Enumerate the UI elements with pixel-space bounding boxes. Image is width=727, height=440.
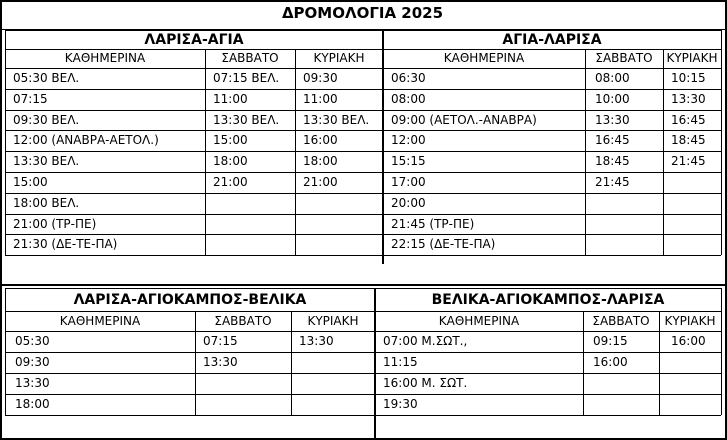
agia-larisa-cell: 20:00 (391, 195, 426, 210)
agia-larisa-cell: 06:30 (391, 71, 426, 85)
larisa-agia-col-header-1: ΣΑΒΒΑΤΟ (221, 51, 279, 65)
velika-agiokampos-larisa-cell: 11:15 (383, 355, 418, 369)
center-divider-upper (382, 30, 384, 264)
larisa-agia-cell: 21:00 (213, 175, 248, 189)
agia-larisa-cell: 08:00 (391, 91, 426, 106)
page-title: ΔΡΟΜΟΛΟΓΙΑ 2025 (281, 4, 444, 22)
velika-agiokampos-larisa-cell: 09:15 (593, 334, 628, 348)
larisa-agia-cell: 21:30 (ΔΕ-ΤΕ-ΠΑ) (13, 237, 118, 252)
velika-agiokampos-larisa-cell: 16:00 (671, 334, 706, 348)
larisa-agiokampos-velika-row-sep (5, 352, 375, 353)
velika-agiokampos-larisa-row-sep (375, 394, 721, 395)
larisa-agiokampos-velika-cell: 05:30 (15, 334, 50, 348)
larisa-agia-cell: 05:30 ΒΕΛ. (13, 71, 80, 85)
agia-larisa-cell: 21:45 (595, 175, 630, 189)
agia-larisa-cell: 21:45 (671, 154, 706, 169)
agia-larisa-cell: 16:45 (671, 112, 706, 127)
agia-larisa-cell: 18:45 (595, 154, 630, 169)
velika-agiokampos-larisa-col-header-2: ΚΥΡΙΑΚΗ (664, 314, 716, 328)
agia-larisa-cell: 12:00 (391, 133, 426, 148)
velika-agiokampos-larisa-cell: 16:00 (593, 355, 628, 369)
larisa-agiokampos-velika-cell: 07:15 (203, 334, 238, 348)
agia-larisa-cell: 18:45 (671, 133, 706, 148)
agia-larisa-col-header-0: ΚΑΘΗΜΕΡΙΝΑ (443, 51, 525, 65)
larisa-agia-bottom-border (5, 255, 383, 256)
agia-larisa-cell: 13:30 (595, 112, 630, 127)
larisa-agia-cell: 11:00 (213, 91, 248, 106)
agia-larisa-col-header-2: ΚΥΡΙΑΚΗ (666, 51, 718, 65)
larisa-agia-col-header-2: ΚΥΡΙΑΚΗ (313, 51, 365, 65)
velika-agiokampos-larisa-top-border (375, 288, 721, 289)
agia-larisa-row-sep (383, 172, 721, 173)
larisa-agia-section-title: ΛΑΡΙΣΑ-ΑΓΙΑ (144, 32, 244, 48)
larisa-agia-cell: 11:00 (303, 91, 338, 106)
larisa-agia-cell: 18:00 ΒΕΛ. (13, 195, 80, 210)
velika-agiokampos-larisa-row-sep (375, 352, 721, 353)
larisa-agiokampos-velika-row-sep (5, 394, 375, 395)
larisa-agiokampos-velika-bottom-border (5, 415, 375, 416)
larisa-agia-cell: 13:30 ΒΕΛ. (303, 112, 370, 127)
velika-agiokampos-larisa-cell: 16:00 Μ. ΣΩΤ. (383, 376, 468, 390)
larisa-agiokampos-velika-section-title: ΛΑΡΙΣΑ-ΑΓΙΟΚΑΜΠΟΣ-ΒΕΛΙΚΑ (73, 292, 307, 308)
larisa-agia-cell: 18:00 (213, 154, 248, 169)
larisa-agia-cell: 16:00 (303, 133, 338, 148)
agia-larisa-cell: 09:00 (ΑΕΤΟΛ.-ΑΝΑΒΡΑ) (391, 112, 537, 127)
agia-larisa-row-sep (383, 193, 721, 194)
agia-larisa-col-header-1: ΣΑΒΒΑΤΟ (595, 51, 653, 65)
larisa-agiokampos-velika-col-header-1: ΣΑΒΒΑΤΟ (214, 314, 272, 328)
larisa-agiokampos-velika-col-header-0: ΚΑΘΗΜΕΡΙΝΑ (59, 314, 141, 328)
larisa-agiokampos-velika-cell: 09:30 (15, 355, 50, 369)
larisa-agia-cell: 15:00 (213, 133, 248, 148)
agia-larisa-cell: 22:15 (ΔΕ-ΤΕ-ΠΑ) (391, 237, 496, 252)
agia-larisa-cell: 15:15 (391, 154, 426, 169)
agia-larisa-cell: 17:00 (391, 175, 426, 189)
larisa-agia-cell: 13:30 ΒΕΛ. (213, 112, 280, 127)
larisa-agia-cell: 18:00 (303, 154, 338, 169)
agia-larisa-cell: 21:45 (ΤΡ-ΠΕ) (391, 216, 475, 231)
larisa-agiokampos-velika-cell: 13:30 (299, 334, 334, 348)
larisa-agia-cell: 07:15 ΒΕΛ. (213, 71, 280, 85)
velika-agiokampos-larisa-cell: 19:30 (383, 397, 418, 411)
larisa-agiokampos-velika-cell: 13:30 (203, 355, 238, 369)
larisa-agia-cell: 13:30 ΒΕΛ. (13, 154, 80, 169)
agia-larisa-bottom-border (383, 255, 721, 256)
velika-agiokampos-larisa-col-header-1: ΣΑΒΒΑΤΟ (592, 314, 650, 328)
larisa-agia-cell: 07:15 (13, 91, 48, 106)
agia-larisa-cell: 10:15 (671, 71, 706, 85)
velika-agiokampos-larisa-cell: 07:00 Μ.ΣΩΤ., (383, 334, 468, 348)
larisa-agiokampos-velika-cell: 13:30 (15, 376, 50, 390)
agia-larisa-top-border (383, 30, 721, 31)
agia-larisa-right-border (721, 30, 722, 255)
larisa-agiokampos-velika-col-header-2: ΚΥΡΙΑΚΗ (307, 314, 359, 328)
larisa-agia-cell: 09:30 ΒΕΛ. (13, 112, 80, 127)
larisa-agiokampos-velika-cell: 18:00 (15, 397, 50, 411)
agia-larisa-section-title: ΑΓΙΑ-ΛΑΡΙΣΑ (502, 32, 602, 48)
agia-larisa-cell: 10:00 (595, 91, 630, 106)
larisa-agia-cell: 12:00 (ΑΝΑΒΡΑ-ΑΕΤΟΛ.) (13, 133, 159, 148)
larisa-agia-cell: 09:30 (303, 71, 338, 85)
block-divider (2, 284, 725, 286)
larisa-agia-top-border (5, 30, 383, 31)
agia-larisa-cell: 16:45 (595, 133, 630, 148)
larisa-agiokampos-velika-top-border (5, 288, 375, 289)
agia-larisa-cell: 08:00 (595, 71, 630, 85)
larisa-agia-col-header-0: ΚΑΘΗΜΕΡΙΝΑ (64, 51, 146, 65)
velika-agiokampos-larisa-right-border (721, 288, 722, 415)
velika-agiokampos-larisa-col-header-0: ΚΑΘΗΜΕΡΙΝΑ (438, 314, 520, 328)
larisa-agia-cell: 21:00 (303, 175, 338, 189)
velika-agiokampos-larisa-bottom-border (375, 415, 721, 416)
velika-agiokampos-larisa-section-title: ΒΕΛΙΚΑ-ΑΓΙΟΚΑΜΠΟΣ-ΛΑΡΙΣΑ (431, 292, 665, 308)
larisa-agia-cell: 15:00 (13, 175, 48, 189)
larisa-agiokampos-velika-row-sep (5, 373, 375, 374)
larisa-agia-cell: 21:00 (ΤΡ-ΠΕ) (13, 216, 97, 231)
center-divider-lower (374, 288, 376, 438)
agia-larisa-cell: 13:30 (671, 91, 706, 106)
